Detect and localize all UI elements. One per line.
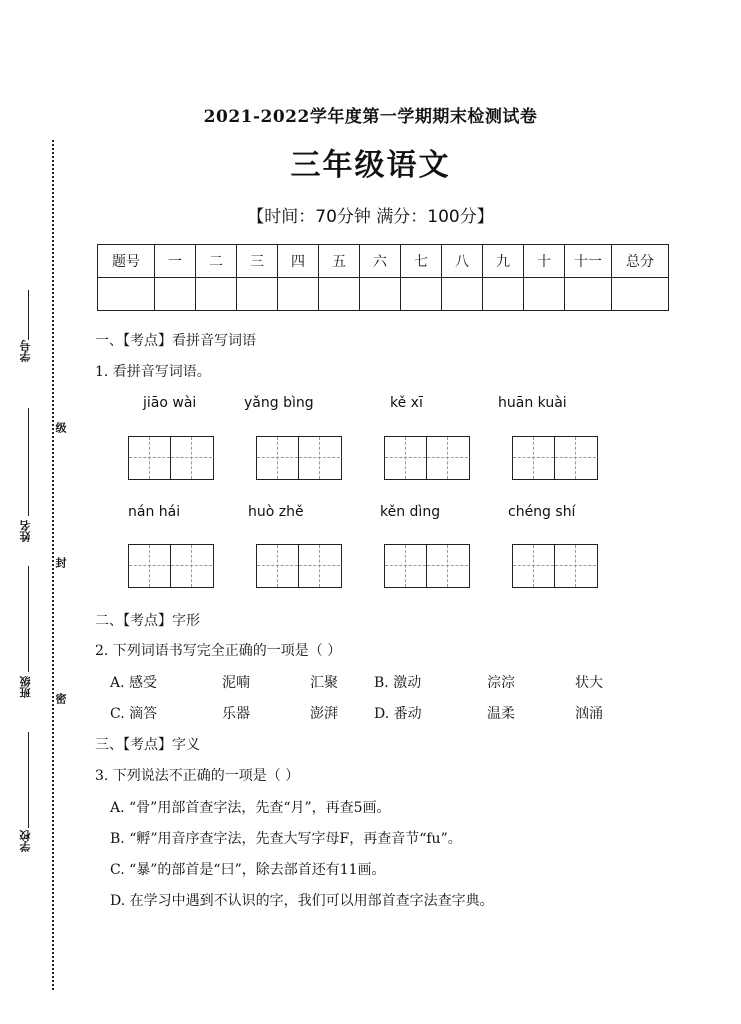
question-3: 3. 下列说法不正确的一项是（ ） — [95, 768, 300, 784]
option-c-word-3: 澎湃 — [310, 706, 338, 722]
score-blank-cell[interactable] — [237, 278, 278, 311]
writing-box-1[interactable] — [128, 436, 214, 480]
q3-option-d: D. 在学习中遇到不认识的字，我们可以用部首查字法查字典。 — [110, 893, 494, 909]
writing-box-8[interactable] — [512, 544, 598, 588]
score-header-cell: 六 — [360, 245, 401, 278]
score-blank-cell[interactable] — [524, 278, 565, 311]
pinyin-8: chéng shí — [508, 504, 576, 520]
option-b-word-1: B. 激动 — [374, 675, 422, 691]
option-b-word-2: 淙淙 — [487, 675, 515, 691]
option-a-word-2: 泥喃 — [222, 675, 250, 691]
seal-char-2: 封 — [54, 557, 67, 568]
section-2-heading: 二、【考点】字形 — [95, 613, 200, 629]
score-table — [97, 244, 669, 311]
score-header-cell: 总分 — [612, 245, 669, 278]
exam-subtitle: 2021-2022学年度第一学期期末检测试卷 — [203, 107, 538, 127]
score-blank-cell[interactable] — [278, 278, 319, 311]
writing-box-4[interactable] — [512, 436, 598, 480]
score-blank-cell[interactable] — [442, 278, 483, 311]
q3-option-c: C. “暴”的部首是“曰”，除去部首还有11画。 — [110, 862, 386, 878]
score-header-cell: 题号 — [98, 245, 155, 278]
score-header-cell: 七 — [401, 245, 442, 278]
score-header-cell: 九 — [483, 245, 524, 278]
score-header-cell: 十一 — [565, 245, 612, 278]
exam-time-score: 【时间：70分钟 满分：100分】 — [247, 207, 494, 227]
school-line — [28, 732, 29, 828]
score-blank-cell[interactable] — [319, 278, 360, 311]
class-line — [28, 408, 29, 516]
option-d-word-2: 温柔 — [487, 706, 515, 722]
option-d-word-1: D. 番动 — [374, 706, 422, 722]
pinyin-3: kě xī — [390, 395, 423, 411]
score-table-blank-row — [98, 278, 669, 311]
student-id-line — [28, 290, 29, 340]
option-d-word-3: 汹涌 — [575, 706, 603, 722]
score-blank-cell[interactable] — [196, 278, 237, 311]
writing-box-6[interactable] — [256, 544, 342, 588]
class-label: 班级 — [19, 676, 32, 698]
pinyin-2: yǎng bìng — [244, 395, 314, 411]
score-header-cell: 五 — [319, 245, 360, 278]
pinyin-7: kěn dìng — [380, 504, 441, 520]
option-a-word-3: 汇聚 — [310, 675, 338, 691]
score-blank-cell[interactable] — [612, 278, 669, 311]
section-1-heading: 一、【考点】看拼音写词语 — [95, 333, 256, 349]
student-id-label: 学号 — [19, 340, 32, 362]
writing-box-3[interactable] — [384, 436, 470, 480]
pinyin-6: huò zhě — [248, 504, 304, 520]
score-header-cell: 三 — [237, 245, 278, 278]
exam-title: 三年级语文 — [290, 148, 451, 183]
option-a-word-1: A. 感受 — [110, 675, 158, 691]
question-1: 1. 看拼音写词语。 — [95, 364, 211, 380]
writing-box-5[interactable] — [128, 544, 214, 588]
score-blank-cell[interactable] — [98, 278, 155, 311]
score-header-cell: 一 — [155, 245, 196, 278]
option-c-word-1: C. 滴答 — [110, 706, 158, 722]
score-blank-cell[interactable] — [483, 278, 524, 311]
seal-char-1: 级 — [54, 422, 67, 433]
name-line — [28, 566, 29, 672]
pinyin-1: jiāo wài — [143, 395, 197, 411]
q3-option-a: A. “骨”用部首查字法，先查“月”，再查5画。 — [110, 800, 391, 816]
score-header-cell: 二 — [196, 245, 237, 278]
writing-box-2[interactable] — [256, 436, 342, 480]
seal-char-3: 密 — [54, 693, 67, 704]
score-blank-cell[interactable] — [565, 278, 612, 311]
option-b-word-3: 状大 — [575, 675, 603, 691]
pinyin-5: nán hái — [128, 504, 181, 520]
q3-option-b: B. “孵”用音序查字法，先查大写字母F，再查音节“fu”。 — [110, 831, 462, 847]
score-table-header-row — [98, 245, 669, 278]
score-header-cell: 四 — [278, 245, 319, 278]
score-blank-cell[interactable] — [401, 278, 442, 311]
question-2: 2. 下列词语书写完全正确的一项是（ ） — [95, 643, 342, 659]
option-c-word-2: 乐器 — [222, 706, 250, 722]
pinyin-4: huān kuài — [498, 395, 567, 411]
score-blank-cell[interactable] — [155, 278, 196, 311]
score-blank-cell[interactable] — [360, 278, 401, 311]
name-label: 姓名 — [19, 520, 32, 542]
score-header-cell: 十 — [524, 245, 565, 278]
score-header-cell: 八 — [442, 245, 483, 278]
writing-box-7[interactable] — [384, 544, 470, 588]
school-label: 学校 — [19, 830, 32, 852]
section-3-heading: 三、【考点】字义 — [95, 737, 200, 753]
